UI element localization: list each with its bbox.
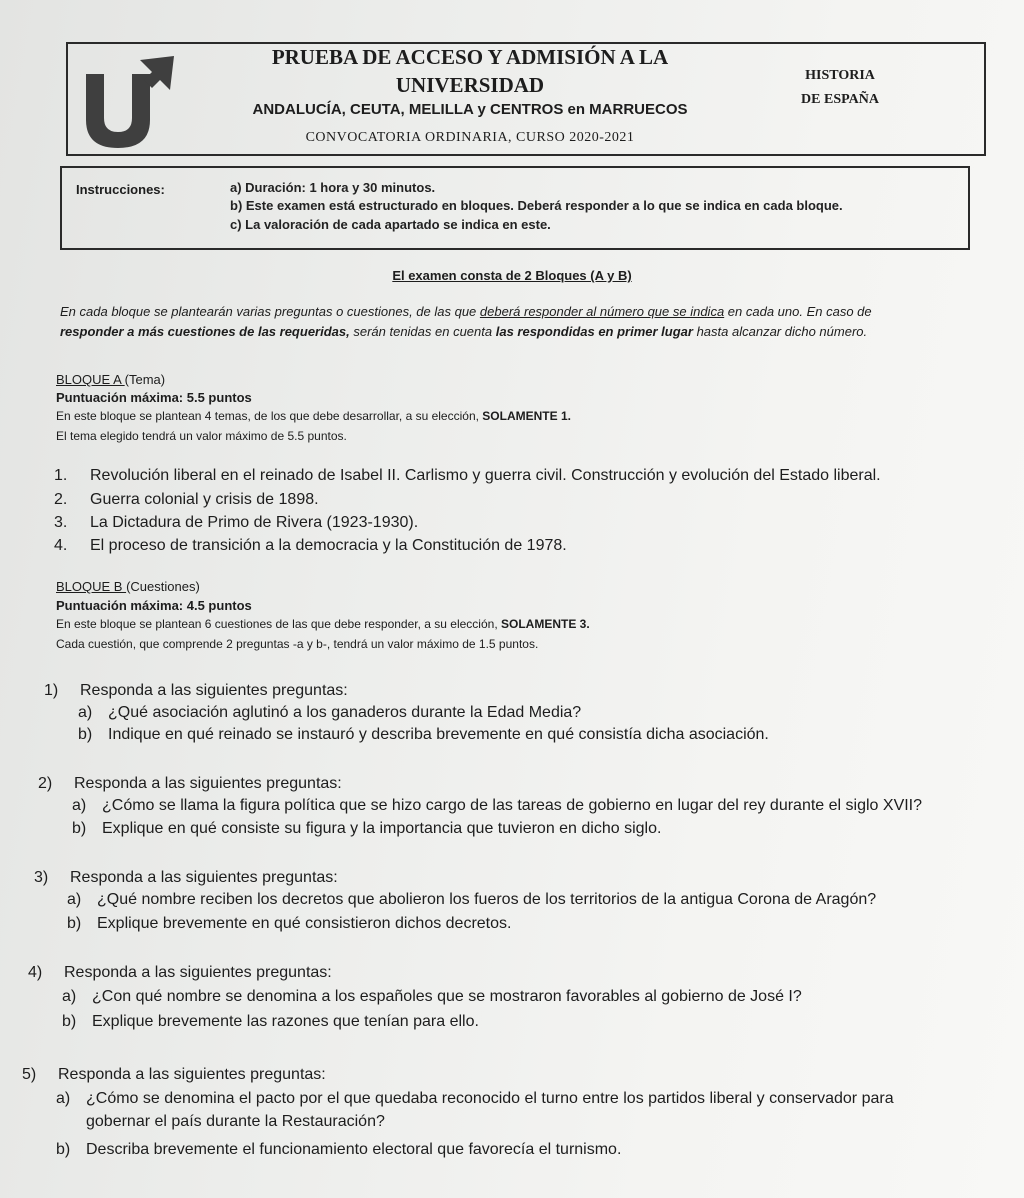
topic-number: 2.	[54, 491, 68, 508]
intro-text-bold: las respondidas en primer lugar	[495, 324, 693, 339]
bloque-b-type: (Cuestiones)	[126, 579, 200, 594]
topic-number: 3.	[54, 514, 68, 531]
part-text: Indique en qué reinado se instauró y describa brevemente en qué consistía dicha asociación.	[108, 726, 769, 743]
part-label: a)	[78, 704, 93, 721]
bloque-a-desc-2: El tema elegido tendrá un valor máximo de 5.5 puntos.	[56, 429, 347, 443]
question-part-a	[67, 891, 876, 909]
question-number: 2)	[38, 775, 53, 792]
question-part-a	[56, 1090, 894, 1108]
topic-item	[54, 537, 567, 555]
question-part-b	[78, 726, 769, 744]
topic-text: La Dictadura de Primo de Rivera (1923-1930).	[90, 514, 419, 531]
topic-text: Revolución liberal en el reinado de Isabel II. Carlismo y guerra civil. Construcción y evolución del Estado liberal.	[90, 467, 881, 484]
question-part-b	[56, 1141, 621, 1159]
title-line-1: PRUEBA DE ACCESO Y ADMISIÓN A LA	[271, 45, 669, 69]
topic-item	[54, 514, 418, 532]
bloque-b-score: Puntuación máxima: 4.5 puntos	[56, 598, 252, 613]
subject-line-2: DE ESPAÑA	[801, 92, 879, 107]
part-text: ¿Con qué nombre se denomina a los españoles que se mostraron favorables al gobierno de José I?	[92, 988, 802, 1005]
part-text: Explique brevemente en qué consistieron dichos decretos.	[97, 915, 512, 932]
part-label: b)	[56, 1141, 71, 1158]
question-text: Responda a las siguientes preguntas:	[58, 1066, 326, 1083]
topic-item	[54, 491, 319, 509]
question-text: Responda a las siguientes preguntas:	[70, 869, 338, 886]
desc-bold: SOLAMENTE 3.	[500, 617, 590, 631]
question-number: 1)	[44, 682, 59, 699]
part-text: Describa brevemente el funcionamiento electoral que favorecía el turnismo.	[86, 1141, 622, 1158]
part-text: ¿Cómo se llama la figura política que se hizo cargo de las tareas de gobierno en lugar del rey durante el siglo XVII?	[102, 797, 923, 814]
part-label: b)	[72, 820, 87, 837]
convocatoria: CONVOCATORIA ORDINARIA, CURSO 2020-2021	[305, 130, 635, 145]
part-text: Explique brevemente las razones que tenían para ello.	[92, 1013, 479, 1030]
bloque-b-desc-1	[56, 617, 590, 631]
question-part-b	[67, 915, 511, 933]
question-intro	[34, 869, 338, 887]
topic-text: Guerra colonial y crisis de 1898.	[90, 491, 319, 508]
question-intro	[22, 1066, 326, 1084]
topic-number: 4.	[54, 537, 68, 554]
question-part-a-continued: gobernar el país durante la Restauración?	[86, 1113, 385, 1130]
intro-text-underlined: deberá responder al número que se indica	[479, 304, 725, 319]
question-part-a	[62, 988, 802, 1006]
question-text: Responda a las siguientes preguntas:	[80, 682, 348, 699]
desc-bold: SOLAMENTE 1.	[482, 409, 571, 423]
question-text: Responda a las siguientes preguntas:	[64, 964, 332, 981]
question-number: 3)	[34, 869, 49, 886]
instructions-label: Instrucciones:	[76, 182, 165, 197]
bloque-a-desc-1	[56, 409, 571, 423]
instruction-item: c) La valoración de cada apartado se indica en este.	[230, 217, 551, 232]
intro-text: En cada bloque se plantearán varias preguntas o cuestiones, de las que	[60, 304, 480, 319]
question-intro	[38, 775, 342, 793]
part-label: a)	[67, 891, 82, 908]
bloque-a-type: (Tema)	[124, 372, 166, 387]
part-label: b)	[78, 726, 93, 743]
part-label: a)	[72, 797, 87, 814]
desc-text: En este bloque se plantean 6 cuestiones de las que debe responder, a su elección,	[56, 617, 501, 631]
part-text: ¿Cómo se denomina el pacto por el que quedaba reconocido el turno entre los partidos liberal y conservador para	[86, 1090, 894, 1107]
topic-text: El proceso de transición a la democracia y la Constitución de 1978.	[90, 537, 567, 554]
question-part-b	[72, 820, 661, 838]
title-line-2: UNIVERSIDAD	[395, 73, 545, 97]
subject-line-1: HISTORIA	[805, 68, 875, 83]
intro-paragraph	[60, 302, 980, 342]
question-number: 5)	[22, 1066, 37, 1083]
bloque-a-name: BLOQUE A	[56, 372, 125, 387]
question-text: Responda a las siguientes preguntas:	[74, 775, 342, 792]
bloque-b-name: BLOQUE B	[56, 579, 127, 594]
intro-text: en cada uno. En caso de	[724, 304, 872, 319]
instruction-item: a) Duración: 1 hora y 30 minutos.	[230, 180, 436, 195]
exam-structure-heading: El examen consta de 2 Bloques (A y B)	[392, 268, 632, 283]
question-intro	[44, 682, 348, 700]
bloque-b-title	[56, 579, 200, 594]
part-label: a)	[56, 1090, 71, 1107]
question-part-a	[72, 797, 922, 815]
question-intro	[28, 964, 332, 982]
bloque-a-title	[56, 372, 165, 387]
bloque-a-score: Puntuación máxima: 5.5 puntos	[56, 390, 252, 405]
question-number: 4)	[28, 964, 43, 981]
part-text: Explique en qué consiste su figura y la importancia que tuvieron en dicho siglo.	[102, 820, 662, 837]
topic-number: 1.	[54, 467, 68, 484]
intro-text: serán tenidas en cuenta	[349, 324, 496, 339]
part-label: a)	[62, 988, 77, 1005]
desc-text: En este bloque se plantean 4 temas, de los que debe desarrollar, a su elección,	[56, 409, 483, 423]
bloque-b-desc-2: Cada cuestión, que comprende 2 preguntas -a y b-, tendrá un valor máximo de 1.5 puntos.	[56, 637, 539, 651]
instruction-item: b) Este examen está estructurado en bloques. Deberá responder a lo que se indica en cada bloque.	[230, 198, 843, 213]
topic-item	[54, 467, 881, 485]
part-label: b)	[62, 1013, 77, 1030]
part-text: ¿Qué nombre reciben los decretos que abolieron los fueros de los territorios de la antigua Corona de Aragón?	[97, 891, 877, 908]
question-part-b	[62, 1013, 479, 1031]
university-logo	[80, 52, 180, 152]
part-text: ¿Qué asociación aglutinó a los ganaderos durante la Edad Media?	[108, 704, 582, 721]
part-label: b)	[67, 915, 82, 932]
intro-text-bold: responder a más cuestiones de las requeridas,	[60, 324, 350, 339]
question-part-a	[78, 704, 581, 722]
region-subtitle: ANDALUCÍA, CEUTA, MELILLA y CENTROS en MARRUECOS	[252, 101, 688, 118]
intro-text: hasta alcanzar dicho número.	[692, 324, 868, 339]
